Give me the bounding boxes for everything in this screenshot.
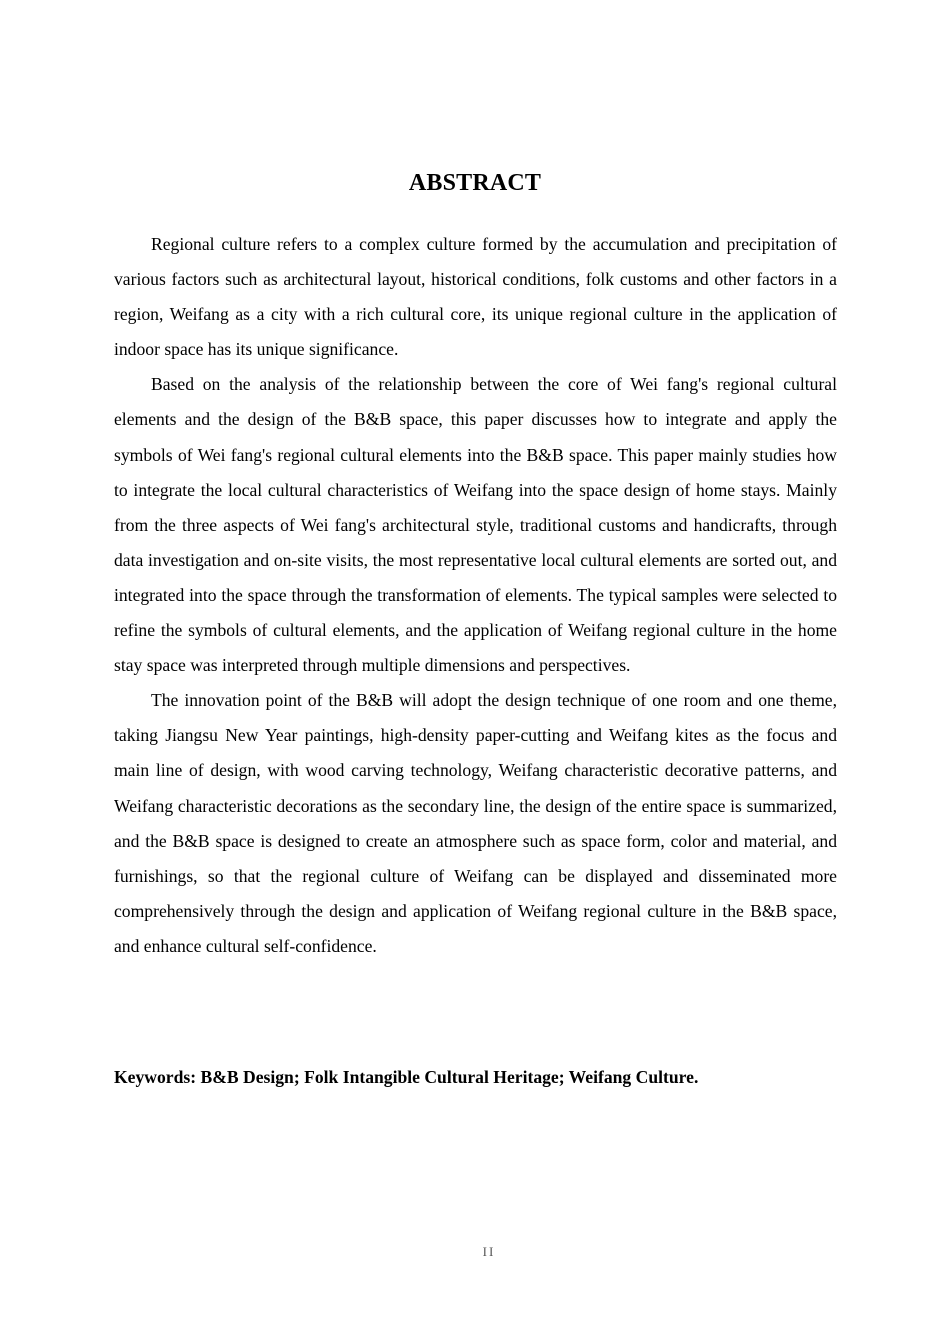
keywords-line: Keywords: B&B Design; Folk Intangible Cultural Heritage; Weifang Culture.	[114, 1067, 699, 1087]
abstract-title: ABSTRACT	[408, 170, 542, 196]
page-number: II	[482, 1244, 496, 1259]
abstract-paragraph-1: Regional culture refers to a complex culture formed by the accumulation and precipitation of various factors such as architectural layout, historical conditions, folk customs and other factors in a region, Weifang as a city with a rich cultural core, its unique regional culture in the application of indoor space has its unique significance.	[114, 234, 837, 360]
abstract-paragraph-3: The innovation point of the B&B will adopt the design technique of one room and one theme, taking Jiangsu New Year paintings, high-density paper-cutting and Weifang kites as the focus and main line of design, with wood carving technology, Weifang characteristic decorative patterns, and Weifang characteristic decorations as the secondary line, the design of the entire space is summarized, and the B&B space is designed to create an atmosphere such as space form, color and material, and furnishings, so that the regional culture of Weifang can be displayed and disseminated more comprehensively through the design and application of Weifang regional culture in the B&B space, and enhance cultural self-confidence.	[114, 690, 837, 956]
abstract-body	[114, 227, 837, 964]
abstract-paragraph-2: Based on the analysis of the relationship between the core of Wei fang's regional cultural elements and the design of the B&B space, this paper discusses how to integrate and apply the symbols of Wei fang's regional cultural elements into the B&B space. This paper mainly studies how to integrate the local cultural characteristics of Weifang into the space design of home stays. Mainly from the three aspects of Wei fang's architectural style, traditional customs and handicrafts, through data investigation and on-site visits, the most representative local cultural elements are sorted out, and integrated into the space through the transformation of elements. The typical samples were selected to refine the symbols of cultural elements, and the application of Weifang regional culture in the home stay space was interpreted through multiple dimensions and perspectives.	[114, 374, 837, 676]
